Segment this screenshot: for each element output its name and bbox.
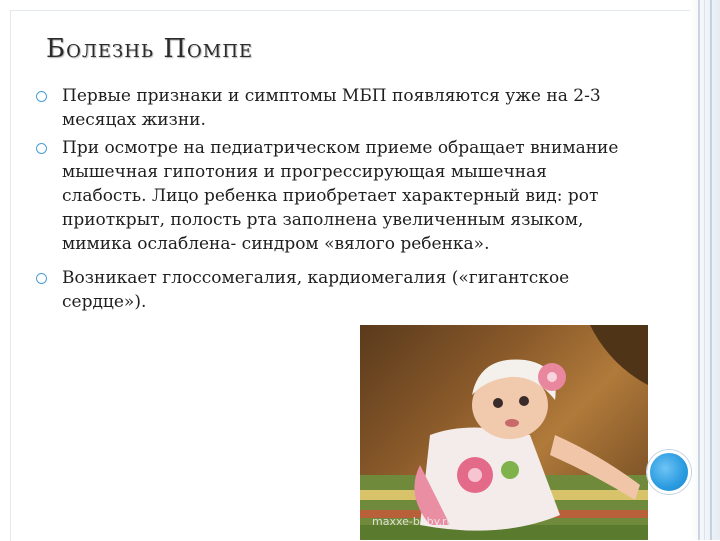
- baby-photo: [360, 325, 648, 540]
- bullet-text: Возникает глоссомегалия, кардиомегалия («гигантское сердце»).: [62, 268, 570, 312]
- baby-photo-illustration: [360, 325, 648, 540]
- bullet-text: При осмотре на педиатрическом приеме обращает внимание мышечная гипотония и прогрессирующая мышечная слабость. Лицо ребенка приобретает характерный вид: рот приоткрыт, полость рта заполнена увеличенным языком, мимика ослаблена- синдром «вялого ребенка».: [62, 138, 619, 254]
- decorative-circle: [647, 450, 691, 494]
- bullet-circle-icon: [36, 91, 47, 102]
- bullet-item: [30, 136, 630, 256]
- bullet-text: Первые признаки и симптомы МБП появляются уже на 2-3 месяцах жизни.: [62, 86, 601, 130]
- photo-watermark: maxxe-baby.ru: [372, 515, 454, 528]
- right-border-decoration: [690, 0, 720, 540]
- bullet-item: [30, 266, 630, 314]
- slide-title: Болезнь Помпе: [46, 34, 254, 64]
- bullet-circle-icon: [36, 273, 47, 284]
- bullet-list: [30, 84, 630, 318]
- bullet-item: [30, 84, 630, 132]
- bullet-circle-icon: [36, 143, 47, 154]
